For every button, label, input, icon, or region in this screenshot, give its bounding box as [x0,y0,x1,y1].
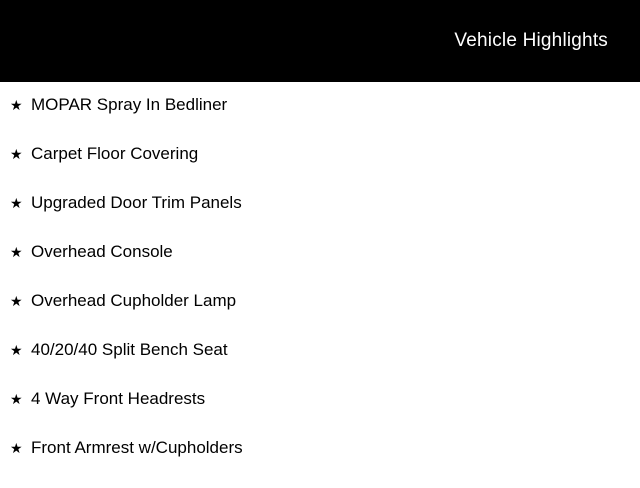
highlight-label: 4 Way Front Headrests [31,389,206,408]
list-item [0,341,640,390]
highlight-label: Overhead Cupholder Lamp [31,291,237,310]
list-item [0,439,640,488]
header-bar [0,0,640,82]
highlight-label: Carpet Floor Covering [31,144,199,163]
star-icon: ★ [10,97,23,113]
list-item [0,96,640,145]
highlight-label: Front Armrest w/Cupholders [31,438,243,457]
star-icon: ★ [10,440,23,456]
highlight-label: Overhead Console [31,242,173,261]
star-icon: ★ [10,342,23,358]
list-item [0,243,640,292]
star-icon: ★ [10,146,23,162]
highlights-list [0,82,640,488]
star-icon: ★ [10,391,23,407]
list-item [0,292,640,341]
list-item [0,390,640,439]
star-icon: ★ [10,244,23,260]
star-icon: ★ [10,293,23,309]
star-icon: ★ [10,195,23,211]
highlight-label: MOPAR Spray In Bedliner [31,95,228,114]
highlight-label: 40/20/40 Split Bench Seat [31,340,228,359]
highlight-label: Upgraded Door Trim Panels [31,193,242,212]
page-title: Vehicle Highlights [454,30,608,51]
list-item [0,145,640,194]
list-item [0,194,640,243]
